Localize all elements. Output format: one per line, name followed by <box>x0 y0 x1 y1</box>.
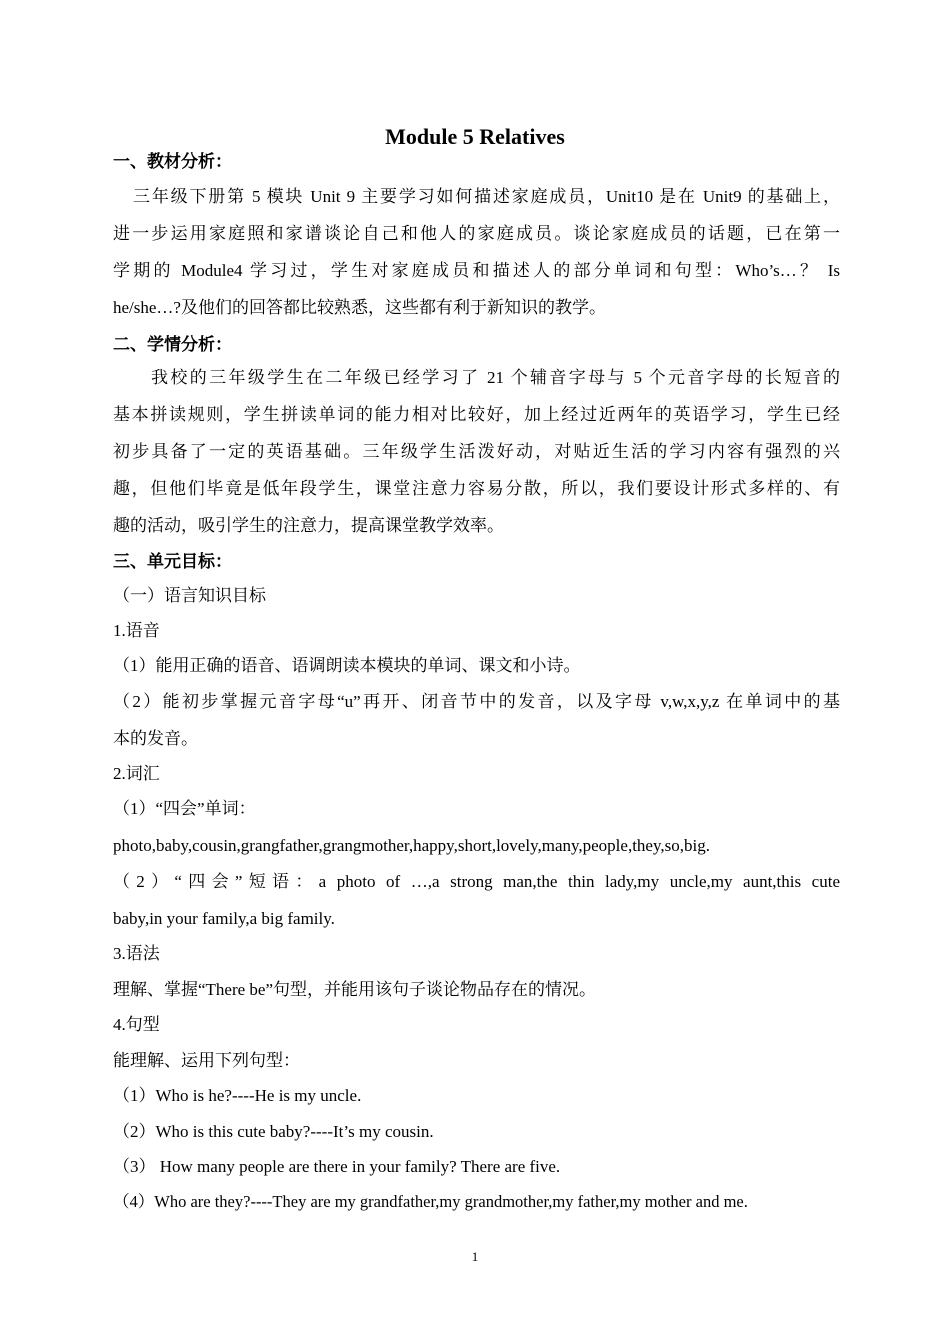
section-heading-unit-goals: 三、单元目标： <box>113 552 232 571</box>
list-item: （4）Who are they?----They are my grandfather,my grandmother,my father,my mother and me. <box>113 1192 748 1211</box>
item-heading: 1.语音 <box>113 621 160 640</box>
list-item-continued: 本的发音。 <box>113 729 198 748</box>
paragraph-line: 能理解、运用下列句型： <box>113 1051 300 1070</box>
list-item: （2）“四会”短语：a photo of …,a strong man,the thin lady,my uncle,my aunt,this cute <box>113 872 840 891</box>
paragraph-line: 基本拼读规则，学生拼读单词的能力相对比较好，加上经过近两年的英语学习，学生已经 <box>113 405 840 424</box>
list-item-continued: baby,in your family,a big family. <box>113 909 335 928</box>
paragraph-line: 趣的活动，吸引学生的注意力，提高课堂教学效率。 <box>113 516 504 535</box>
item-heading: 4.句型 <box>113 1015 160 1034</box>
paragraph-line: 初步具备了一定的英语基础。三年级学生活泼好动，对贴近生活的学习内容有强烈的兴 <box>113 442 840 461</box>
item-heading: 3.语法 <box>113 944 160 963</box>
section-heading-student-analysis: 二、学情分析： <box>113 335 232 354</box>
paragraph-line: 我校的三年级学生在二年级已经学习了 21 个辅音字母与 5 个元音字母的长短音的 <box>151 368 840 387</box>
page-title: Module 5 Relatives <box>385 124 565 149</box>
section-heading-textbook-analysis: 一、教材分析： <box>113 152 232 171</box>
list-item: （1）Who is he?----He is my uncle. <box>113 1086 362 1105</box>
list-item: （2）Who is this cute baby?----It’s my cousin. <box>113 1122 434 1141</box>
paragraph-line: 学期的 Module4 学习过，学生对家庭成员和描述人的部分单词和句型：Who’s…？ Is <box>113 261 840 280</box>
list-item: （2）能初步掌握元音字母“u”再开、闭音节中的发音，以及字母 v,w,x,y,z 在单词中的基 <box>113 692 840 711</box>
paragraph-line: 趣，但他们毕竟是低年段学生，课堂注意力容易分散，所以，我们要设计形式多样的、有 <box>113 479 840 498</box>
list-item: （1）能用正确的语音、语调朗读本模块的单词、课文和小诗。 <box>113 656 581 675</box>
subsection-heading: （一）语言知识目标 <box>113 586 266 605</box>
paragraph-line: 理解、掌握“There be”句型，并能用该句子谈论物品存在的情况。 <box>113 980 597 999</box>
list-item: （3） How many people are there in your family? There are five. <box>113 1157 561 1176</box>
paragraph-line: 进一步运用家庭照和家谱谈论自己和他人的家庭成员。谈论家庭成员的话题，已在第一 <box>113 224 840 243</box>
paragraph-line: he/she…?及他们的回答都比较熟悉，这些都有利于新知识的教学。 <box>113 298 606 317</box>
page-number: 1 <box>471 1249 479 1264</box>
item-heading: 2.词汇 <box>113 764 160 783</box>
paragraph-line: 三年级下册第 5 模块 Unit 9 主要学习如何描述家庭成员，Unit10 是在 Unit9 的基础上， <box>133 187 840 206</box>
list-item: （1）“四会”单词： <box>113 799 256 818</box>
word-list: photo,baby,cousin,grangfather,grangmother,happy,short,lovely,many,people,they,so,big. <box>113 836 710 855</box>
